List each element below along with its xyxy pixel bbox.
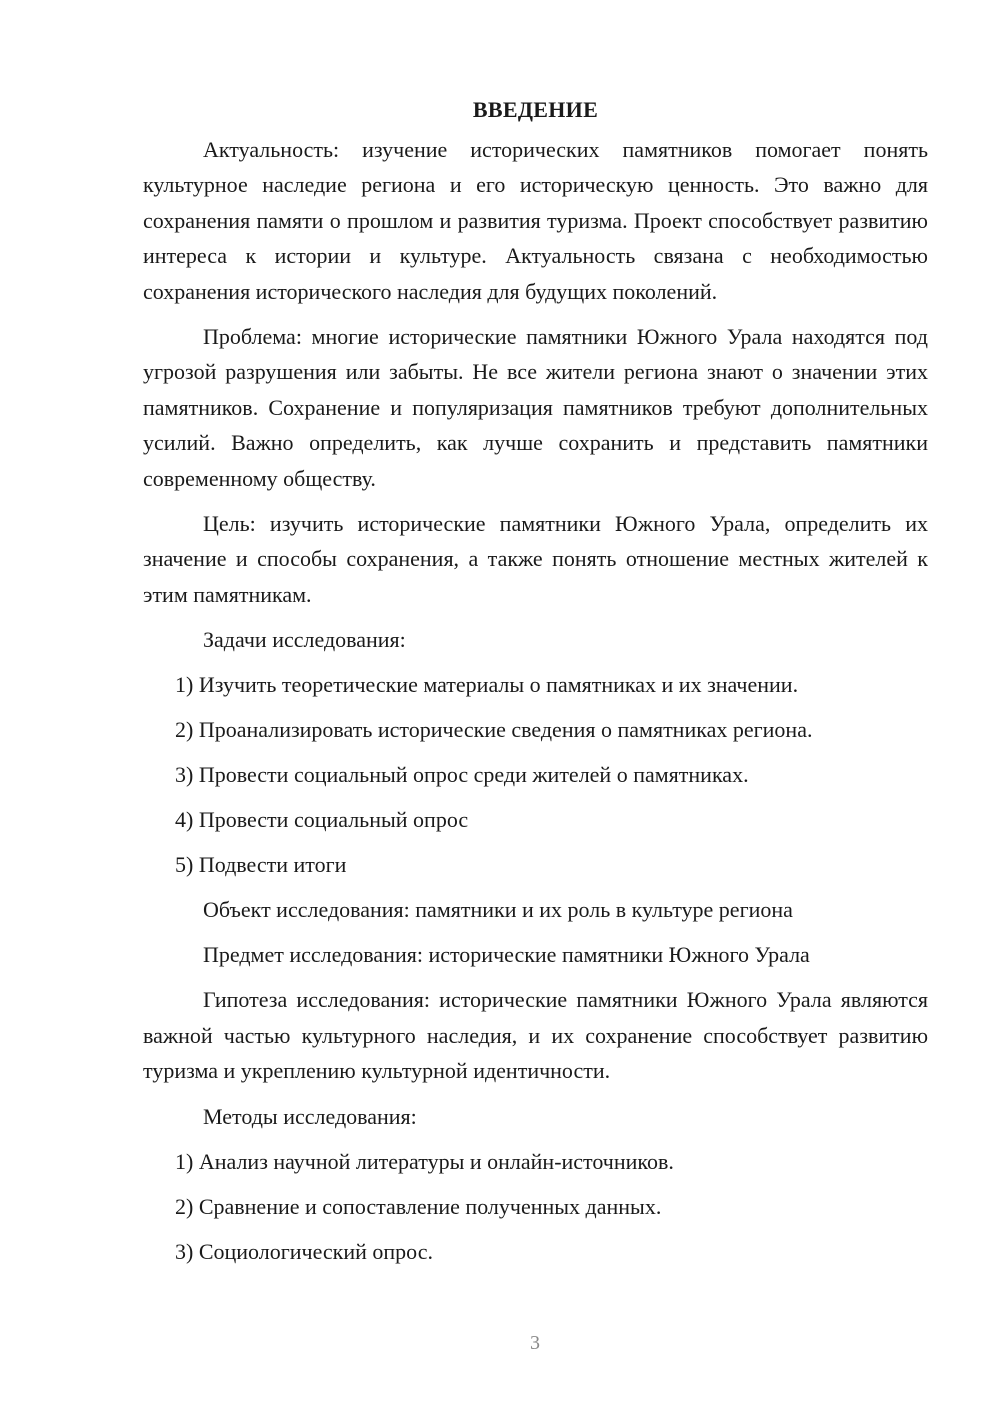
list-item: 1) Анализ научной литературы и онлайн-источников. [175, 1148, 674, 1174]
list-item: 3) Социологический опрос. [175, 1238, 433, 1264]
page-number: 3 [530, 1332, 540, 1354]
problem-paragraph: Проблема: многие исторические памятники Южного Урала находятся под угрозой разрушения или забыты. Не все жители региона знают о значении этих памятников. Сохранение и популяризация памятников требуют дополнительных усилий. Важно определить, как лучше сохранить и представить памятники современному обществу. [143, 324, 928, 491]
tasks-heading: Задачи исследования: [203, 627, 406, 653]
list-item: 2) Сравнение и сопоставление полученных данных. [175, 1193, 662, 1219]
list-item: 3) Провести социальный опрос среди жителей о памятниках. [175, 762, 749, 788]
tasks-list [143, 667, 928, 882]
document-page [143, 92, 928, 1279]
list-item: 1) Изучить теоретические материалы о памятниках и их значении. [175, 672, 799, 698]
list-item: 5) Подвести итоги [175, 852, 347, 878]
object-line: Объект исследования: памятники и их роль в культуре региона [203, 897, 793, 923]
methods-list [143, 1144, 928, 1269]
subject-line: Предмет исследования: исторические памятники Южного Урала [203, 942, 810, 968]
list-item: 4) Провести социальный опрос [175, 807, 469, 833]
list-item: 2) Проанализировать исторические сведения о памятниках региона. [175, 717, 813, 743]
hypothesis-paragraph: Гипотеза исследования: исторические памятники Южного Урала являются важной частью культурного наследия, и их сохранение способствует развитию туризма и укреплению культурной идентичности. [143, 987, 928, 1084]
methods-heading: Методы исследования: [203, 1103, 417, 1129]
goal-paragraph: Цель: изучить исторические памятники Южного Урала, определить их значение и способы сохранения, а также понять отношение местных жителей к этим памятникам. [143, 511, 928, 607]
relevance-paragraph: Актуальность: изучение исторических памятников помогает понять культурное наследие региона и его историческую ценность. Это важно для сохранения памяти о прошлом и развития туризма. Проект способствует развитию интереса к истории и культуре. Актуальность связана с необходимостью сохранения исторического наследия для будущих поколений. [143, 137, 928, 304]
section-title: ВВЕДЕНИЕ [472, 97, 599, 122]
